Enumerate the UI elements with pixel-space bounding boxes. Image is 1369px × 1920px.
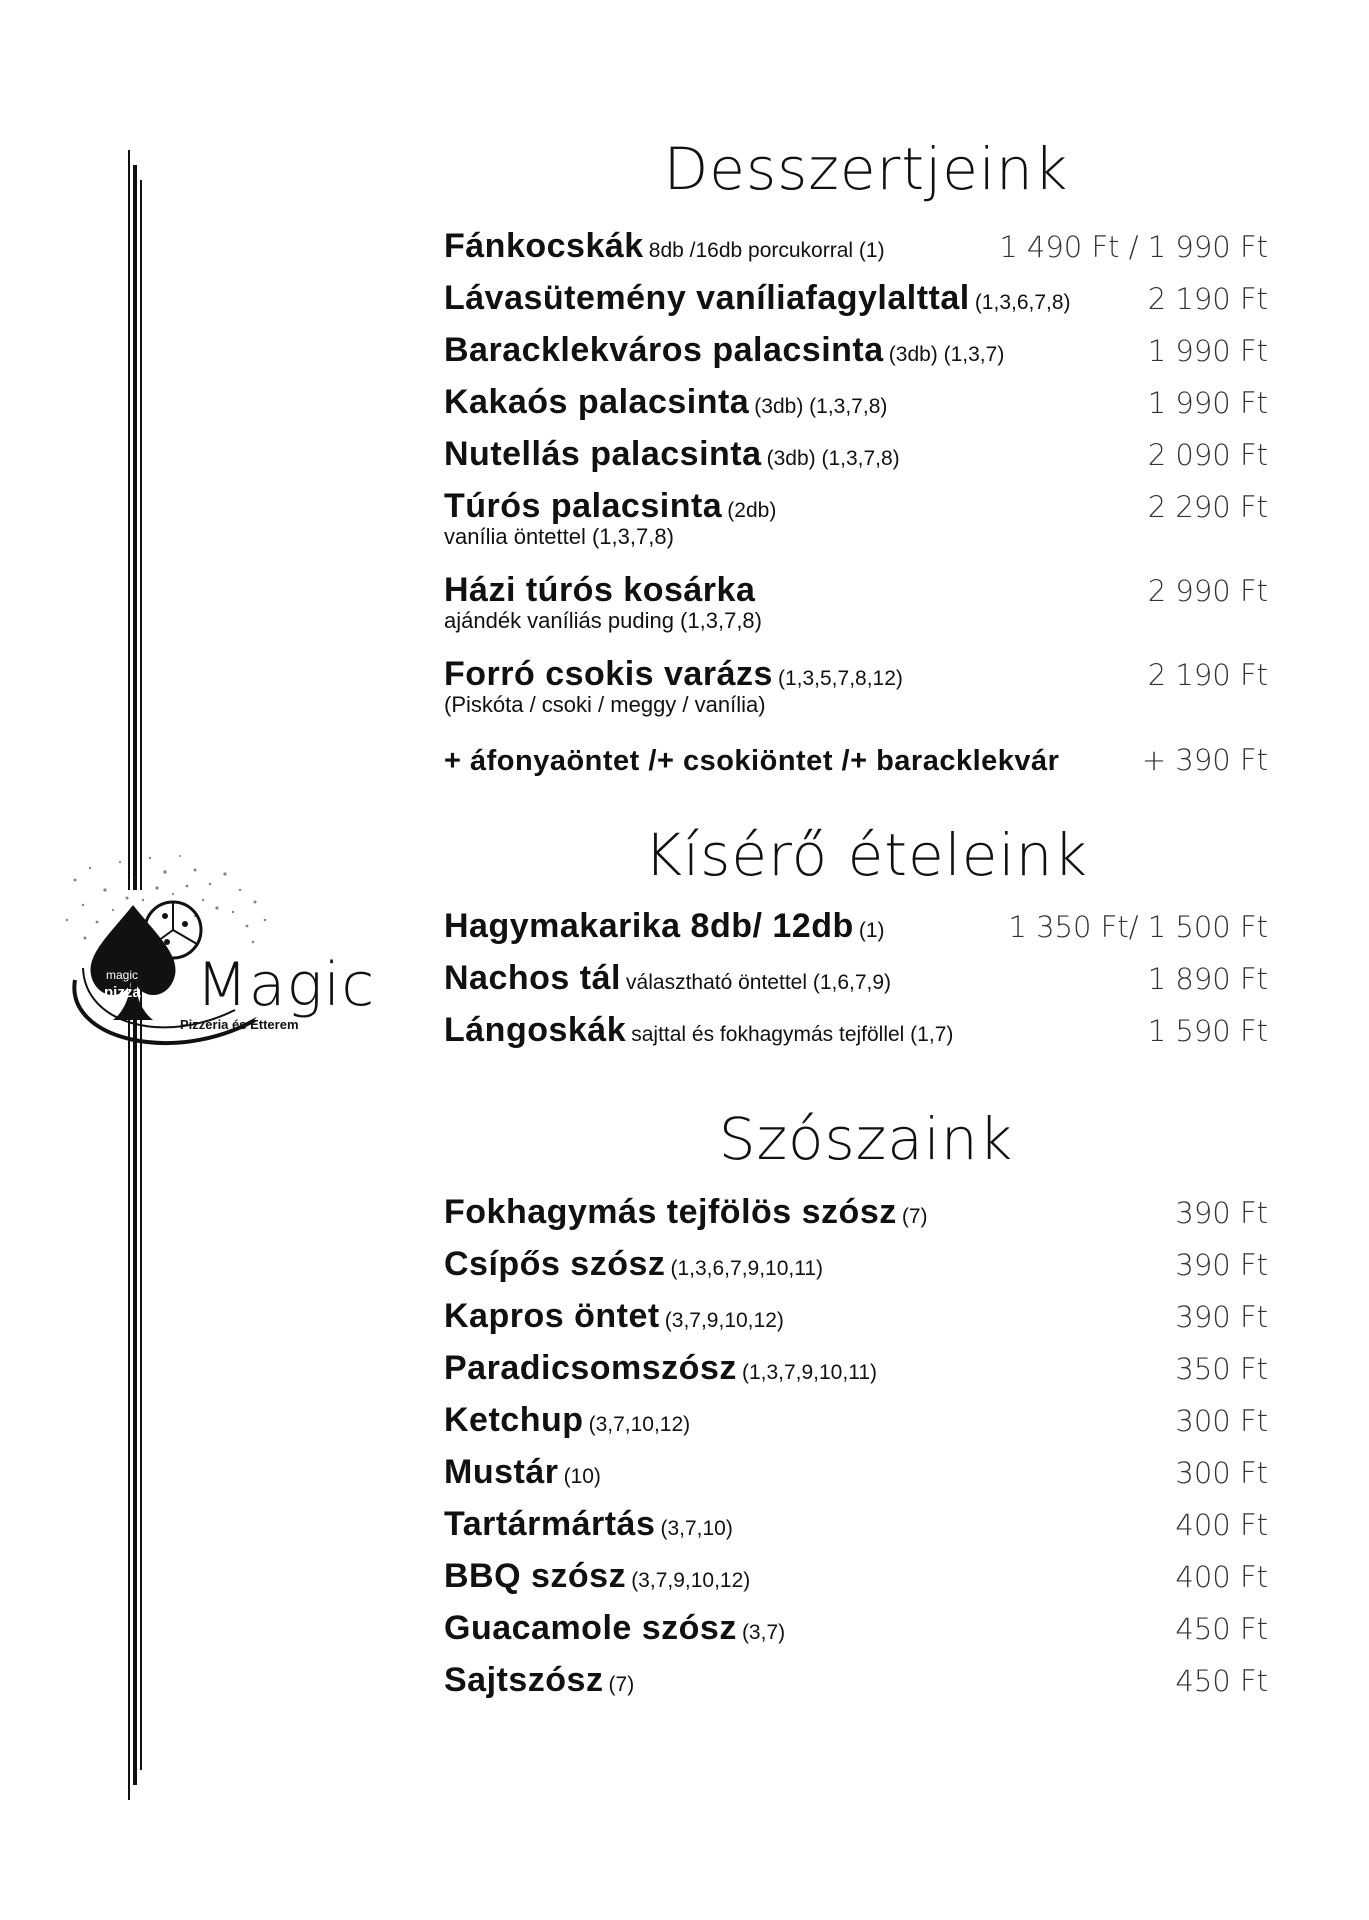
logo-badge-bottom: pizza [104,984,141,1001]
item-name: Fokhagymás tejfölös szósz [444,1193,897,1231]
list-item [444,907,1268,959]
item-price: 1 990 Ft [1147,386,1268,420]
item-price: 300 Ft [1175,1456,1268,1490]
item-price: 1 490 Ft / 1 990 Ft [999,230,1268,264]
item-note: (7) [901,1205,928,1228]
dessert-list [444,227,1268,795]
item-name: BBQ szósz [444,1557,627,1595]
item-description: vanília öntettel (1,3,7,8) [444,524,674,549]
item-note: (1,3,6,7,8) [974,291,1071,314]
item-price: 450 Ft [1175,1612,1268,1646]
item-name: Nachos tál [444,959,621,997]
sauces-section [444,1105,1268,1713]
item-note: (7) [608,1673,635,1696]
item-name: Házi túrós kosárka [444,571,756,609]
item-name: Fánkocskák [444,227,644,265]
item-price: 2 290 Ft [1147,490,1268,524]
item-name: Kapros öntet [444,1297,660,1335]
section-title: Desszertjeink [663,135,1069,203]
list-item [444,1557,1268,1609]
item-note: sajttal és fokhagymás tejföllel (1,7) [631,1023,954,1046]
list-item [444,1349,1268,1401]
item-note: (2db) [727,499,777,522]
menu-content [444,135,1268,1713]
item-name: Sajtszósz [444,1661,604,1699]
item-price: 350 Ft [1175,1352,1268,1386]
item-name: Baracklekváros palacsinta [444,331,884,369]
item-note: (3,7,9,10,12) [664,1309,784,1332]
item-price: 390 Ft [1175,1300,1268,1334]
item-name: Túrós palacsinta [444,487,723,525]
item-price: 1 350 Ft/ 1 500 Ft [1008,910,1268,944]
list-item [444,1401,1268,1453]
item-price: 390 Ft [1175,1196,1268,1230]
sides-section [444,821,1268,1063]
list-item [444,227,1268,279]
list-item [444,571,1268,655]
list-item [444,1453,1268,1505]
list-item [444,1297,1268,1349]
sides-list [444,907,1268,1063]
item-price: 450 Ft [1175,1664,1268,1698]
section-title: Szószaink [718,1105,1014,1173]
list-item [444,655,1268,739]
item-note: (3,7,10,12) [588,1413,691,1436]
logo-badge-top: magic [106,968,139,982]
list-item [444,959,1268,1011]
item-note: választható öntettel (1,6,7,9) [626,971,892,994]
item-note: (1,3,5,7,8,12) [777,667,903,690]
logo-name: Magic [196,950,376,1020]
item-name: Forró csokis varázs [444,655,773,693]
item-price: 400 Ft [1175,1508,1268,1542]
item-name: Nutellás palacsinta [444,435,762,473]
desserts-section [444,135,1268,795]
item-name: Ketchup [444,1401,584,1439]
list-item [444,383,1268,435]
item-price: 1 890 Ft [1147,962,1268,996]
item-price: 2 190 Ft [1147,658,1268,692]
logo-subtitle: Pizzéria és Étterem [180,1017,299,1032]
item-note: (10) [563,1465,601,1488]
list-item [444,487,1268,571]
item-name: Tartármártás [444,1505,656,1543]
list-item [444,1193,1268,1245]
item-price: + 390 Ft [1141,743,1268,777]
item-price: 400 Ft [1175,1560,1268,1594]
item-note: 8db /16db porcukorral (1) [648,239,885,262]
list-item [444,1505,1268,1557]
item-note: (3db) (1,3,7) [888,343,1005,366]
item-name: Mustár [444,1453,559,1491]
list-item-extra [444,743,1268,795]
item-name: Guacamole szósz [444,1609,737,1647]
item-note: (3,7) [741,1621,786,1644]
item-price: 300 Ft [1175,1404,1268,1438]
list-item [444,331,1268,383]
item-note: (3db) (1,3,7,8) [766,447,900,470]
item-note: (1,3,7,9,10,11) [741,1361,877,1384]
item-note: (1,3,6,7,9,10,11) [670,1257,824,1280]
list-item [444,435,1268,487]
list-item [444,1245,1268,1297]
item-name: Hagymakarika 8db/ 12db [444,907,854,945]
item-price: 2 190 Ft [1147,282,1268,316]
item-price: 2 990 Ft [1147,574,1268,608]
sauces-list [444,1193,1268,1713]
section-title: Kísérő ételeink [644,821,1088,889]
item-price: 1 990 Ft [1147,334,1268,368]
item-price: 1 590 Ft [1147,1014,1268,1048]
item-name: Lángoskák [444,1011,627,1049]
item-name: Kakaós palacsinta [444,383,750,421]
item-description: ajándék vaníliás puding (1,3,7,8) [444,608,762,633]
item-name: Lávasütemény vaníliafagylalttal [444,279,970,317]
item-name: Csípős szósz [444,1245,666,1283]
item-name: Paradicsomszósz [444,1349,737,1387]
list-item [444,1011,1268,1063]
list-item [444,279,1268,331]
item-note: (3,7,9,10,12) [631,1569,751,1592]
item-note: (3,7,10) [660,1517,733,1540]
item-note: (1) [858,919,885,942]
item-description: (Piskóta / csoki / meggy / vanília) [444,692,766,717]
list-item [444,1609,1268,1661]
item-note: (3db) (1,3,7,8) [754,395,888,418]
extra-toppings: + áfonyaöntet /+ csokiöntet /+ baracklekvár [444,745,1060,777]
list-item [444,1661,1268,1713]
item-price: 2 090 Ft [1147,438,1268,472]
item-price: 390 Ft [1175,1248,1268,1282]
